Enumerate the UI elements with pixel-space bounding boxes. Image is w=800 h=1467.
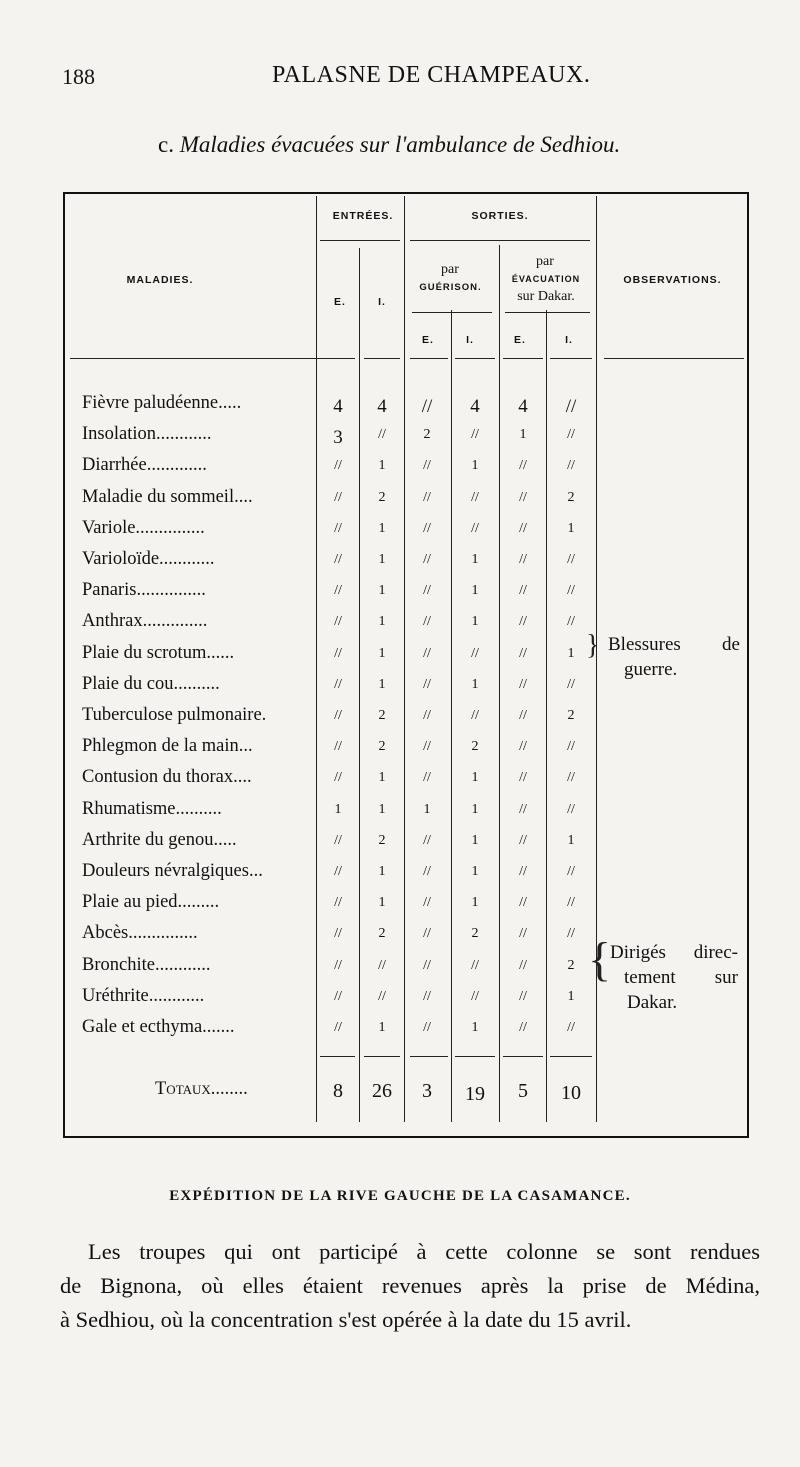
cell-guerison-i: 1 (471, 583, 479, 599)
cell-guerison-e: // (423, 676, 431, 692)
cell-evac-e: // (519, 801, 527, 817)
total-evac-i: 10 (561, 1082, 581, 1104)
cell-entrees-i: 1 (378, 801, 386, 817)
cell-entrees-e: // (334, 676, 342, 692)
header-guerison-e: E. (422, 334, 434, 346)
cell-entrees-e: // (334, 1020, 342, 1035)
cell-evac-i: 1 (567, 520, 575, 536)
row-label: Douleurs névralgiques... (82, 861, 263, 881)
cell-evac-e: 1 (519, 427, 527, 443)
row-label: Diarrhée............. (82, 455, 207, 476)
cell-evac-i: // (567, 926, 575, 942)
cell-entrees-i: // (378, 427, 386, 443)
cell-entrees-i: 2 (378, 708, 386, 723)
cell-guerison-e: // (423, 489, 431, 505)
cell-evac-i: // (567, 552, 575, 567)
cell-evac-e: // (519, 770, 527, 786)
cell-guerison-e: // (423, 458, 431, 474)
cell-evac-e: // (519, 552, 527, 567)
row-label: Uréthrite............ (82, 985, 205, 1006)
cell-entrees-e: // (334, 614, 342, 630)
cell-entrees-i: // (378, 957, 386, 973)
header-par-evac-3: sur Dakar. (517, 289, 575, 304)
header-par-evac-2: ÉVACUATION (511, 274, 581, 284)
row-label: Gale et ecthyma....... (82, 1017, 235, 1037)
totals-label: Totaux........ (155, 1079, 248, 1099)
cell-guerison-e: // (423, 988, 431, 1004)
cell-evac-e: // (519, 458, 527, 474)
cell-evac-i: // (567, 458, 575, 474)
cell-evac-i: // (567, 1020, 575, 1035)
cell-evac-e: // (519, 739, 527, 755)
cell-guerison-e: // (423, 520, 431, 536)
cell-evac-i: // (567, 801, 575, 817)
cell-guerison-e: 1 (423, 801, 431, 817)
cell-evac-e: // (519, 645, 527, 661)
paragraph-line-3: à Sedhiou, où la concentration s'est opérée à la date du 15 avril. (60, 1307, 632, 1332)
header-sorties: SORTIES. (471, 210, 529, 222)
cell-guerison-i: // (471, 957, 479, 973)
cell-guerison-i: // (471, 427, 479, 443)
cell-guerison-e: // (423, 864, 431, 879)
cell-evac-i: // (565, 396, 577, 417)
cell-entrees-i: 1 (378, 1020, 386, 1035)
total-entrees-i: 26 (372, 1080, 392, 1102)
cell-guerison-e: // (421, 396, 433, 417)
brace-blessures: } (586, 630, 600, 661)
cell-entrees-i: 1 (378, 520, 386, 536)
cell-guerison-i: // (471, 645, 479, 661)
cell-guerison-i: 1 (471, 801, 479, 817)
cell-entrees-i: 1 (378, 552, 386, 567)
obs-blessures-1: Blessures de (608, 634, 740, 655)
cell-guerison-i: 1 (471, 614, 479, 630)
cell-entrees-i: 2 (378, 832, 386, 848)
cell-entrees-i: 2 (378, 489, 386, 505)
cell-guerison-i: 1 (471, 676, 479, 692)
cell-entrees-i: 1 (378, 895, 386, 911)
cell-entrees-i: 2 (378, 926, 386, 942)
cell-evac-i: // (567, 676, 575, 692)
cell-guerison-i: 4 (470, 396, 480, 417)
cell-guerison-i: // (471, 988, 479, 1004)
obs-diriges-2: tement sur (624, 967, 738, 988)
cell-evac-i: // (567, 427, 575, 443)
cell-evac-e: // (519, 988, 527, 1004)
cell-evac-i: // (567, 739, 575, 755)
row-label: Maladie du sommeil.... (82, 486, 253, 507)
header-entrees-e: E. (334, 296, 346, 308)
paragraph-line-1: Les troupes qui ont participé à cette colonne se sont rendues (88, 1239, 760, 1264)
header-par-guerison-1: par (441, 262, 459, 277)
cell-evac-e: // (519, 489, 527, 505)
header-observations: OBSERVATIONS. (623, 274, 722, 286)
total-guerison-e: 3 (422, 1080, 432, 1102)
row-label: Phlegmon de la main... (82, 736, 253, 757)
total-entrees-e: 8 (333, 1080, 343, 1102)
cell-evac-i: // (567, 770, 575, 786)
cell-entrees-i: 1 (378, 676, 386, 692)
cell-guerison-i: 1 (471, 770, 479, 786)
cell-entrees-i: 1 (378, 864, 386, 879)
cell-entrees-i: 1 (378, 645, 386, 661)
row-label: Anthrax.............. (82, 611, 208, 632)
cell-entrees-e: // (334, 926, 342, 942)
cell-evac-e: // (519, 895, 527, 911)
section-title: EXPÉDITION DE LA RIVE GAUCHE DE LA CASAMANCE. (169, 1188, 631, 1204)
cell-entrees-e: // (334, 739, 342, 755)
cell-entrees-e: // (334, 770, 342, 786)
cell-guerison-i: 2 (471, 739, 479, 755)
cell-evac-i: 1 (567, 645, 575, 661)
cell-guerison-i: 1 (471, 552, 479, 567)
cell-guerison-i: 1 (471, 832, 479, 848)
row-label: Contusion du thorax.... (82, 767, 252, 788)
header-maladies: MALADIES. (126, 274, 194, 286)
total-evac-e: 5 (518, 1080, 528, 1102)
cell-entrees-e: // (334, 832, 342, 848)
cell-evac-e: // (519, 957, 527, 973)
cell-entrees-e: 1 (334, 801, 342, 817)
row-label: Rhumatisme.......... (82, 798, 222, 819)
cell-evac-i: 1 (567, 988, 575, 1004)
cell-guerison-i: 1 (471, 864, 479, 879)
cell-guerison-i: 1 (471, 458, 479, 474)
cell-evac-i: 2 (567, 957, 575, 973)
total-guerison-i: 19 (465, 1083, 485, 1105)
obs-diriges-3: Dakar. (627, 992, 678, 1013)
caption-prefix: c. (158, 132, 174, 157)
cell-entrees-e: // (334, 708, 342, 723)
cell-evac-e: // (519, 676, 527, 692)
cell-guerison-e: 2 (423, 427, 431, 443)
cell-entrees-i: 1 (378, 458, 386, 474)
page-number: 188 (62, 64, 95, 89)
cell-evac-e: // (519, 926, 527, 942)
cell-entrees-e: // (334, 552, 342, 567)
cell-entrees-i: 2 (378, 739, 386, 755)
cell-entrees-e: // (334, 583, 342, 599)
cell-entrees-e: // (334, 988, 342, 1004)
row-label: Bronchite............ (82, 954, 211, 975)
cell-guerison-e: // (423, 614, 431, 630)
cell-guerison-i: 1 (471, 895, 479, 911)
brace-diriges: { (588, 933, 612, 986)
cell-entrees-e: // (334, 864, 342, 879)
cell-entrees-i: 4 (377, 396, 387, 417)
obs-diriges-1: Dirigés direc- (610, 942, 738, 963)
row-label: Varioloïde............ (82, 549, 215, 569)
cell-entrees-i: 1 (378, 614, 386, 630)
row-label: Insolation............ (82, 424, 212, 445)
cell-evac-i: 1 (567, 832, 575, 848)
cell-evac-i: 2 (567, 489, 575, 505)
caption-text: Maladies évacuées sur l'ambulance de Sedhiou. (179, 132, 621, 157)
header-evac-i: I. (565, 334, 573, 346)
cell-evac-i: // (567, 895, 575, 911)
row-label: Fièvre paludéenne..... (82, 393, 242, 413)
cell-entrees-e: // (334, 957, 342, 973)
cell-guerison-i: 1 (471, 1020, 479, 1035)
cell-guerison-e: // (423, 895, 431, 911)
cell-guerison-e: // (423, 583, 431, 599)
header-par-guerison-2: GUÉRISON. (419, 282, 482, 293)
cell-guerison-e: // (423, 1020, 431, 1035)
cell-guerison-i: 2 (471, 926, 479, 942)
row-label: Tuberculose pulmonaire. (82, 705, 267, 725)
cell-guerison-i: // (471, 489, 479, 505)
cell-guerison-e: // (423, 708, 431, 723)
cell-entrees-i: 1 (378, 583, 386, 599)
cell-entrees-i: // (378, 988, 386, 1004)
row-label: Arthrite du genou..... (82, 829, 237, 850)
cell-evac-e: 4 (518, 396, 528, 417)
table-caption (158, 132, 620, 158)
row-label: Abcès............... (82, 923, 198, 944)
header-guerison-i: I. (466, 334, 474, 346)
cell-evac-e: // (519, 520, 527, 536)
cell-entrees-i: 1 (378, 770, 386, 786)
cell-guerison-e: // (423, 739, 431, 755)
cell-guerison-e: // (423, 832, 431, 848)
cell-entrees-e: // (334, 520, 342, 536)
cell-evac-e: // (519, 614, 527, 630)
running-head: PALASNE DE CHAMPEAUX. (272, 62, 591, 88)
cell-evac-e: // (519, 1020, 527, 1035)
paragraph-line-2: de Bignona, où elles étaient revenues après la prise de Médina, (60, 1273, 760, 1298)
row-label: Plaie du scrotum...... (82, 642, 235, 663)
row-label: Panaris............... (82, 580, 206, 601)
cell-guerison-e: // (423, 645, 431, 661)
header-entrees-i: I. (378, 296, 386, 308)
cell-evac-e: // (519, 832, 527, 848)
header-par-evac-1: par (536, 254, 554, 269)
cell-evac-i: // (567, 583, 575, 599)
cell-evac-e: // (519, 583, 527, 599)
cell-evac-e: // (519, 708, 527, 723)
cell-guerison-i: // (471, 708, 479, 723)
obs-blessures-2: guerre. (624, 659, 678, 680)
cell-guerison-e: // (423, 770, 431, 786)
cell-entrees-e: // (334, 489, 342, 505)
cell-entrees-e: // (334, 895, 342, 911)
row-label: Plaie au pied......... (82, 892, 220, 913)
cell-entrees-e: 4 (333, 396, 343, 417)
cell-evac-i: 2 (567, 708, 575, 723)
header-evac-e: E. (514, 334, 526, 346)
cell-guerison-e: // (423, 957, 431, 973)
cell-entrees-e: // (334, 458, 342, 474)
cell-evac-i: // (567, 864, 575, 879)
cell-evac-i: // (567, 614, 575, 630)
cell-entrees-e: // (334, 645, 342, 661)
cell-evac-e: // (519, 864, 527, 879)
row-label: Plaie du cou.......... (82, 673, 220, 694)
cell-guerison-i: // (471, 520, 479, 536)
cell-guerison-e: // (423, 552, 431, 567)
cell-guerison-e: // (423, 926, 431, 942)
cell-entrees-e: 3 (333, 427, 343, 449)
row-label: Variole............... (82, 517, 205, 538)
header-entrees: ENTRÉES. (332, 210, 394, 222)
